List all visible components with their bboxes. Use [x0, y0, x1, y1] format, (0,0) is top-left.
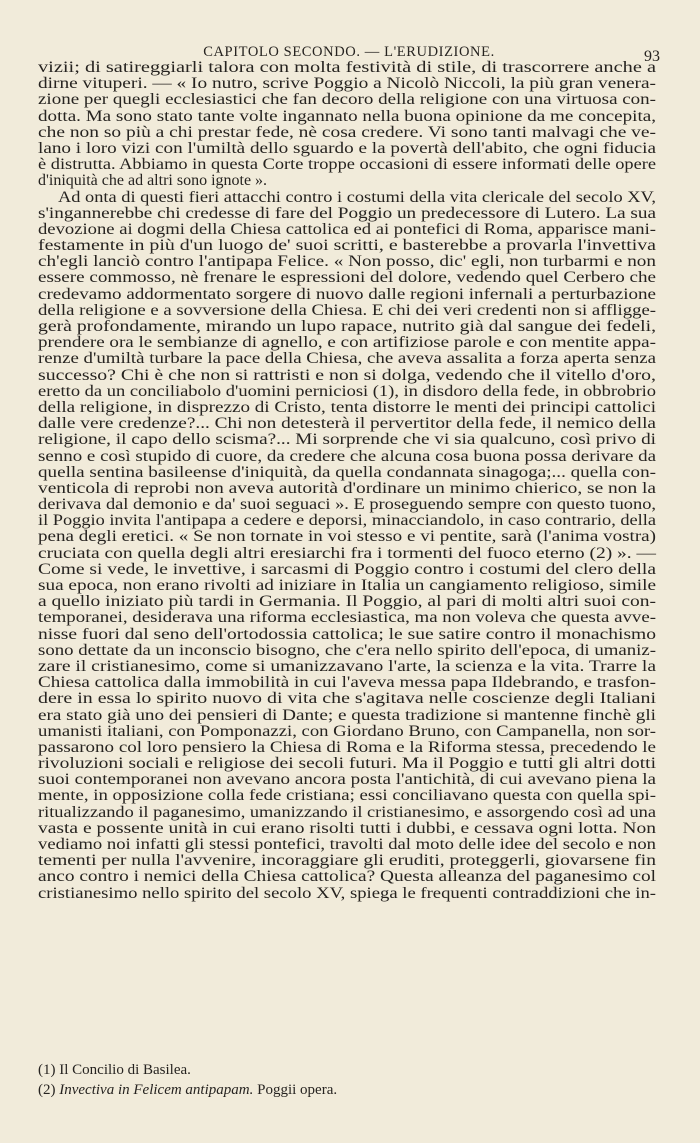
text-line-content: tementi per nulla l'avvenire, incoraggiare gli eruditi, proteggerli, giovarsene fin — [38, 852, 656, 870]
text-line-content: temporanei, desiderava una riforma ecclesiastica, ma non voleva che questa avve- — [38, 609, 656, 627]
text-line — [38, 821, 656, 837]
text-line-content: è distrutta. Abbiamo in questa Corte troppe occasioni di essere informati delle opere — [38, 156, 656, 174]
footnote-2-title: Invectiva in Felicem antipapam. — [59, 1082, 254, 1098]
text-line — [38, 303, 656, 319]
text-line-content: passarono col loro pensiero la Chiesa di Roma e la Riforma stessa, precedendo le — [38, 738, 656, 756]
text-line — [38, 76, 656, 92]
text-line-content: umanisti italiani, con Pomponazzi, con Giordano Bruno, con Campanella, non sor- — [38, 722, 656, 740]
text-line — [38, 627, 656, 643]
text-line-content: sua epoca, non erano rivolti ad iniziare in Italia un cangiamento religioso, simile — [38, 577, 656, 594]
text-line — [38, 659, 656, 675]
text-line — [38, 125, 656, 141]
text-line — [38, 351, 656, 367]
text-line — [38, 772, 656, 788]
text-line-content: vizii; di satireggiarli talora con molta festività di stile, di trascorrere anche a — [38, 59, 656, 76]
text-line-content: nisse fuori dal seno dell'ortodossia cattolica; le sue satire contro il monachismo — [38, 625, 656, 643]
text-line-content: essere commosso, nè frenare le espressioni del dolore, vedendo quel Cerbero che — [38, 269, 656, 287]
text-line-content: pena degli eretici. « Se non tornate in voi stesso e vi pentite, sarà (l'anima vostra) — [38, 528, 656, 546]
text-line-content: suoi contemporanei non avevano ancora posta l'antichità, di cui avevano piena la — [38, 771, 656, 789]
text-line-content: anco contro i nemici della Chiesa cattolica? Questa alleanza del paganesimo col — [38, 868, 656, 886]
text-line — [38, 190, 656, 206]
text-line-content: ch'egli lanciò contro l'antipapa Felice. « Non posso, dic' egli, non turbarmi e non — [38, 253, 656, 271]
text-line-content: zione per quegli ecclesiastici che fan decoro della religione con una virtuosa con- — [38, 91, 656, 109]
text-line — [38, 287, 656, 303]
footnote-1 — [38, 1060, 656, 1080]
text-line-content: della religione e a sovversione della Chiesa. E chi dei veri credenti non si affligge- — [38, 301, 657, 319]
text-line-content: senno e così stupido di cuore, da credere che alcuna cosa buona possa derivare da — [38, 447, 656, 465]
text-line — [38, 529, 656, 545]
text-line — [38, 206, 656, 222]
text-line-content: dalle vere credenze?... Chi non detesterà il pervertitor della fede, il nemico della — [38, 415, 656, 433]
text-line — [38, 675, 656, 691]
text-line — [38, 724, 656, 740]
text-line — [38, 109, 656, 125]
text-line — [38, 222, 656, 238]
text-line-content: era stato già uno dei pensieri di Dante; e questa tradizione si mantenne finchè gli — [38, 706, 656, 724]
text-line-content: festamente in più d'un luogo de' suoi scritti, e basterebbe a provarla l'invettiva — [38, 237, 656, 255]
text-line — [38, 141, 656, 157]
text-line — [38, 449, 656, 465]
text-line-content: credevamo addormentato sorgere di nuovo dalle regioni infernali a perturbazione — [38, 285, 656, 303]
text-line — [38, 173, 656, 189]
text-line — [38, 643, 656, 659]
text-line — [38, 594, 656, 610]
text-line-content: gerà profondamente, mirando un lupo rapace, nutrito già dal sangue dei fedeli, — [38, 318, 656, 335]
text-line-content: Come si vede, le invettive, i sarcasmi di Poggio contro i costumi del clero della — [38, 560, 656, 578]
text-line — [38, 157, 656, 173]
text-line — [38, 335, 656, 351]
page-number: 93 — [644, 48, 660, 65]
footnote-2-marker: (2) — [38, 1082, 56, 1098]
text-line-content: a quello iniziato più tardi in Germania. Il Poggio, al pari di molti altri suoi con- — [38, 593, 656, 611]
text-line-content: cruciata con quella degli altri eresiarchi fra i tormenti del fuoco eterno (2) ». — — [38, 544, 656, 562]
text-line-content: dotta. Ma sono stato tante volte ingannato nella buona opinione da me concepita, — [38, 107, 656, 125]
text-line-content: dirne vituperi. — « Io nutro, scrive Poggio a Nicolò Niccoli, la più gran venera- — [38, 75, 656, 93]
footnote-2 — [38, 1080, 656, 1100]
text-line-content: d'iniquità che ad altri sono ignote ». — [38, 172, 268, 190]
text-line-content: derivava dal demonio e da' suoi seguaci ». E proseguendo sempre con questo tuono, — [38, 496, 656, 514]
text-line — [38, 562, 656, 578]
text-line-content: Chiesa cattolica dalla immobilità in cui l'aveva messa papa Ildebrando, e trasfon- — [38, 674, 656, 692]
text-line-content: vasta e possente unità in cui erano risolti tutti i dubbi, e cessava ogni lotta. Non — [38, 819, 656, 837]
text-line — [38, 60, 656, 76]
running-title: CAPITOLO SECONDO. — L'ERUDIZIONE. — [203, 44, 495, 60]
footnote-1-text: Il Concilio di Basilea. — [59, 1062, 191, 1078]
text-line — [38, 837, 656, 853]
footnote-2-rest: Poggii opera. — [257, 1082, 338, 1098]
text-line — [38, 546, 656, 562]
text-line-content: dere in essa lo spirito nuovo di vita che s'agitava nelle coscienze degli Italiani — [38, 690, 656, 708]
text-line-content: mente, in opposizione colla fede cristiana; essi conciliavano questa con quella spi- — [38, 787, 656, 805]
text-line-content: sono dettate da un inconscio bisogno, che c'era nello spirito dell'epoca, di umaniz- — [38, 641, 656, 659]
text-line — [38, 691, 656, 707]
text-line — [38, 368, 656, 384]
text-line-content: ritualizzando il paganesimo, umanizzando il cristianesimo, e assorgendo così ad una — [38, 803, 656, 821]
text-line — [38, 497, 656, 513]
text-line — [38, 270, 656, 286]
body-text — [38, 60, 656, 902]
text-line-content: eretto da un conciliabolo d'uomini perniciosi (1), in disdoro della fede, in obbrobrio — [38, 382, 656, 400]
text-line — [38, 465, 656, 481]
text-line-content: religione, il capo dello scisma?... Mi sorprende che vi sia qualcuno, così privo di — [38, 431, 656, 449]
text-line — [38, 92, 656, 108]
text-line-content: il Poggio invita l'antipapa a cedere e deporsi, minacciandolo, in caso contrario, della — [38, 512, 656, 530]
text-line — [38, 384, 656, 400]
text-line — [38, 788, 656, 804]
text-line-content: s'ingannerebbe chi credesse di fare del Poggio un predecessore di Lutero. La sua — [38, 204, 656, 222]
text-line — [38, 708, 656, 724]
footnote-1-marker: (1) — [38, 1062, 56, 1078]
text-line — [38, 416, 656, 432]
text-line — [38, 400, 656, 416]
text-line — [38, 869, 656, 885]
text-line-content: zare il cristianesimo, come si umanizzavano l'arte, la scienza e la vita. Trarre la — [38, 657, 656, 675]
text-line-content: della religione, in disprezzo di Cristo, tenta distorre le menti dei principi cattolici — [38, 398, 656, 416]
text-line-content: prendere ora le sembianze di agnello, e con artifiziose parole e con mentite appa- — [38, 334, 656, 352]
text-line-content: che non so più a chi prestar fede, nè cosa credere. Vi sono tanti malvagi che ve- — [38, 123, 656, 141]
text-line-content: Ad onta di questi fieri attacchi contro i costumi della vita clericale del secolo XV, — [58, 188, 656, 206]
text-line — [38, 805, 656, 821]
text-line-content: successo? Chi è che non si rattristi e non si dolga, vedendo che il vitello d'oro, — [38, 366, 656, 384]
text-line — [38, 481, 656, 497]
text-line-content: rivoluzioni sociali e religiose dei secoli futuri. Ma il Poggio e tutti gli altri dotti — [38, 755, 656, 773]
text-line-content: renze d'umiltà turbare la pace della Chiesa, che aveva assalita a forza aperta senza — [38, 350, 656, 368]
text-line — [38, 432, 656, 448]
footnotes — [38, 1060, 656, 1100]
text-line — [38, 756, 656, 772]
text-line — [38, 578, 656, 594]
text-line-content: devozione ai dogmi della Chiesa cattolica ed ai pontefici di Roma, apparisce mani- — [38, 220, 656, 238]
text-line-content: venticola di reprobi non aveva autorità d'ordinare un minimo chierico, se non la — [38, 479, 656, 497]
text-line-content: lano i loro vizi con l'umiltà dello sguardo e la povertà dell'abito, che ogni fiducia — [38, 139, 656, 157]
text-line — [38, 513, 656, 529]
text-line — [38, 886, 656, 902]
text-line — [38, 319, 656, 335]
text-line — [38, 740, 656, 756]
text-line — [38, 610, 656, 626]
text-line-content: quella sentina basileense d'iniquità, da quella condannata sinagoga;... quella con- — [38, 463, 656, 481]
text-line — [38, 853, 656, 869]
text-line — [38, 254, 656, 270]
text-line-content: cristianesimo nello spirito del secolo XV, spiega le frequenti contraddizioni che in- — [38, 884, 656, 902]
text-line-content: vediamo noi infatti gli stessi pontefici, travolti dal moto delle idee del secolo e non — [38, 836, 656, 853]
text-line — [38, 238, 656, 254]
